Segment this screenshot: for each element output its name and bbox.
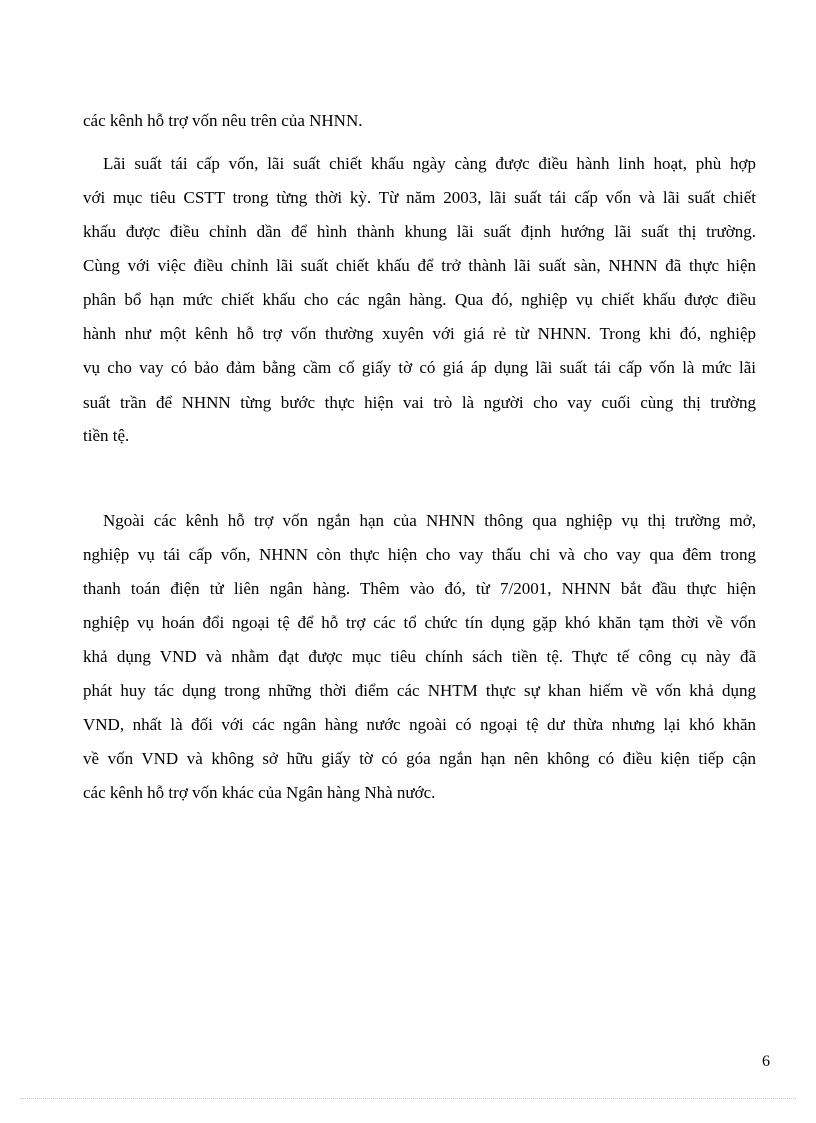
footer-divider — [20, 1098, 796, 1099]
paragraph-2-line-8: suất trần để NHNN từng bước thực hiện vai trò là người cho vay cuối cùng thị trường — [83, 393, 756, 412]
paragraph-2-line-5: phân bổ hạn mức chiết khấu cho các ngân hàng. Qua đó, nghiệp vụ chiết khấu được điều — [83, 290, 756, 309]
paragraph-2-line-2: với mục tiêu CSTT trong từng thời kỳ. Từ năm 2003, lãi suất tái cấp vốn và lãi suất chiết — [83, 188, 756, 207]
paragraph-3-line-2: nghiệp vụ tái cấp vốn, NHNN còn thực hiện cho vay thấu chi và cho vay qua đêm trong — [83, 545, 756, 564]
paragraph-2-line-6: hành như một kênh hỗ trợ vốn thường xuyên với giá rẻ từ NHNN. Trong khi đó, nghiệp — [83, 324, 756, 343]
paragraph-2-line-9: tiền tệ. — [83, 426, 130, 445]
paragraph-3-line-4: nghiệp vụ hoán đổi ngoại tệ để hỗ trợ các tổ chức tín dụng gặp khó khăn tạm thời về vốn — [83, 613, 756, 632]
paragraph-2-line-3: khấu được điều chỉnh dần để hình thành khung lãi suất định hướng lãi suất thị trường. — [83, 222, 756, 241]
paragraph-2-line-7: vụ cho vay có bảo đảm bằng cầm cố giấy tờ có giá áp dụng lãi suất tái cấp vốn là mức lãi — [83, 358, 756, 377]
paragraph-3-line-9: các kênh hỗ trợ vốn khác của Ngân hàng Nhà nước. — [83, 783, 436, 802]
paragraph-3-line-8: về vốn VND và không sở hữu giấy tờ có góa ngắn hạn nên không có điều kiện tiếp cận — [83, 749, 756, 768]
paragraph-3-line-7: VND, nhất là đối với các ngân hàng nước ngoài có ngoại tệ dư thừa nhưng lại khó khăn — [83, 715, 756, 734]
paragraph-3-line-6: phát huy tác dụng trong những thời điểm các NHTM thực sự khan hiếm về vốn khả dụng — [83, 681, 756, 700]
paragraph-1-line-1: các kênh hỗ trợ vốn nêu trên của NHNN. — [83, 111, 363, 130]
paragraph-2-line-1: Lãi suất tái cấp vốn, lãi suất chiết khấu ngày càng được điều hành linh hoạt, phù hợp — [103, 154, 756, 173]
paragraph-3-line-1: Ngoài các kênh hỗ trợ vốn ngắn hạn của NHNN thông qua nghiệp vụ thị trường mở, — [103, 511, 756, 530]
page-number: 6 — [762, 1053, 770, 1070]
paragraph-3-line-3: thanh toán điện tử liên ngân hàng. Thêm vào đó, từ 7/2001, NHNN bắt đầu thực hiện — [83, 579, 756, 598]
paragraph-2-line-4: Cùng với việc điều chỉnh lãi suất chiết khấu để trở thành lãi suất sàn, NHNN đã thực hiện — [83, 256, 756, 275]
paragraph-3-line-5: khả dụng VND và nhằm đạt được mục tiêu chính sách tiền tệ. Thực tế công cụ này đã — [83, 647, 756, 666]
